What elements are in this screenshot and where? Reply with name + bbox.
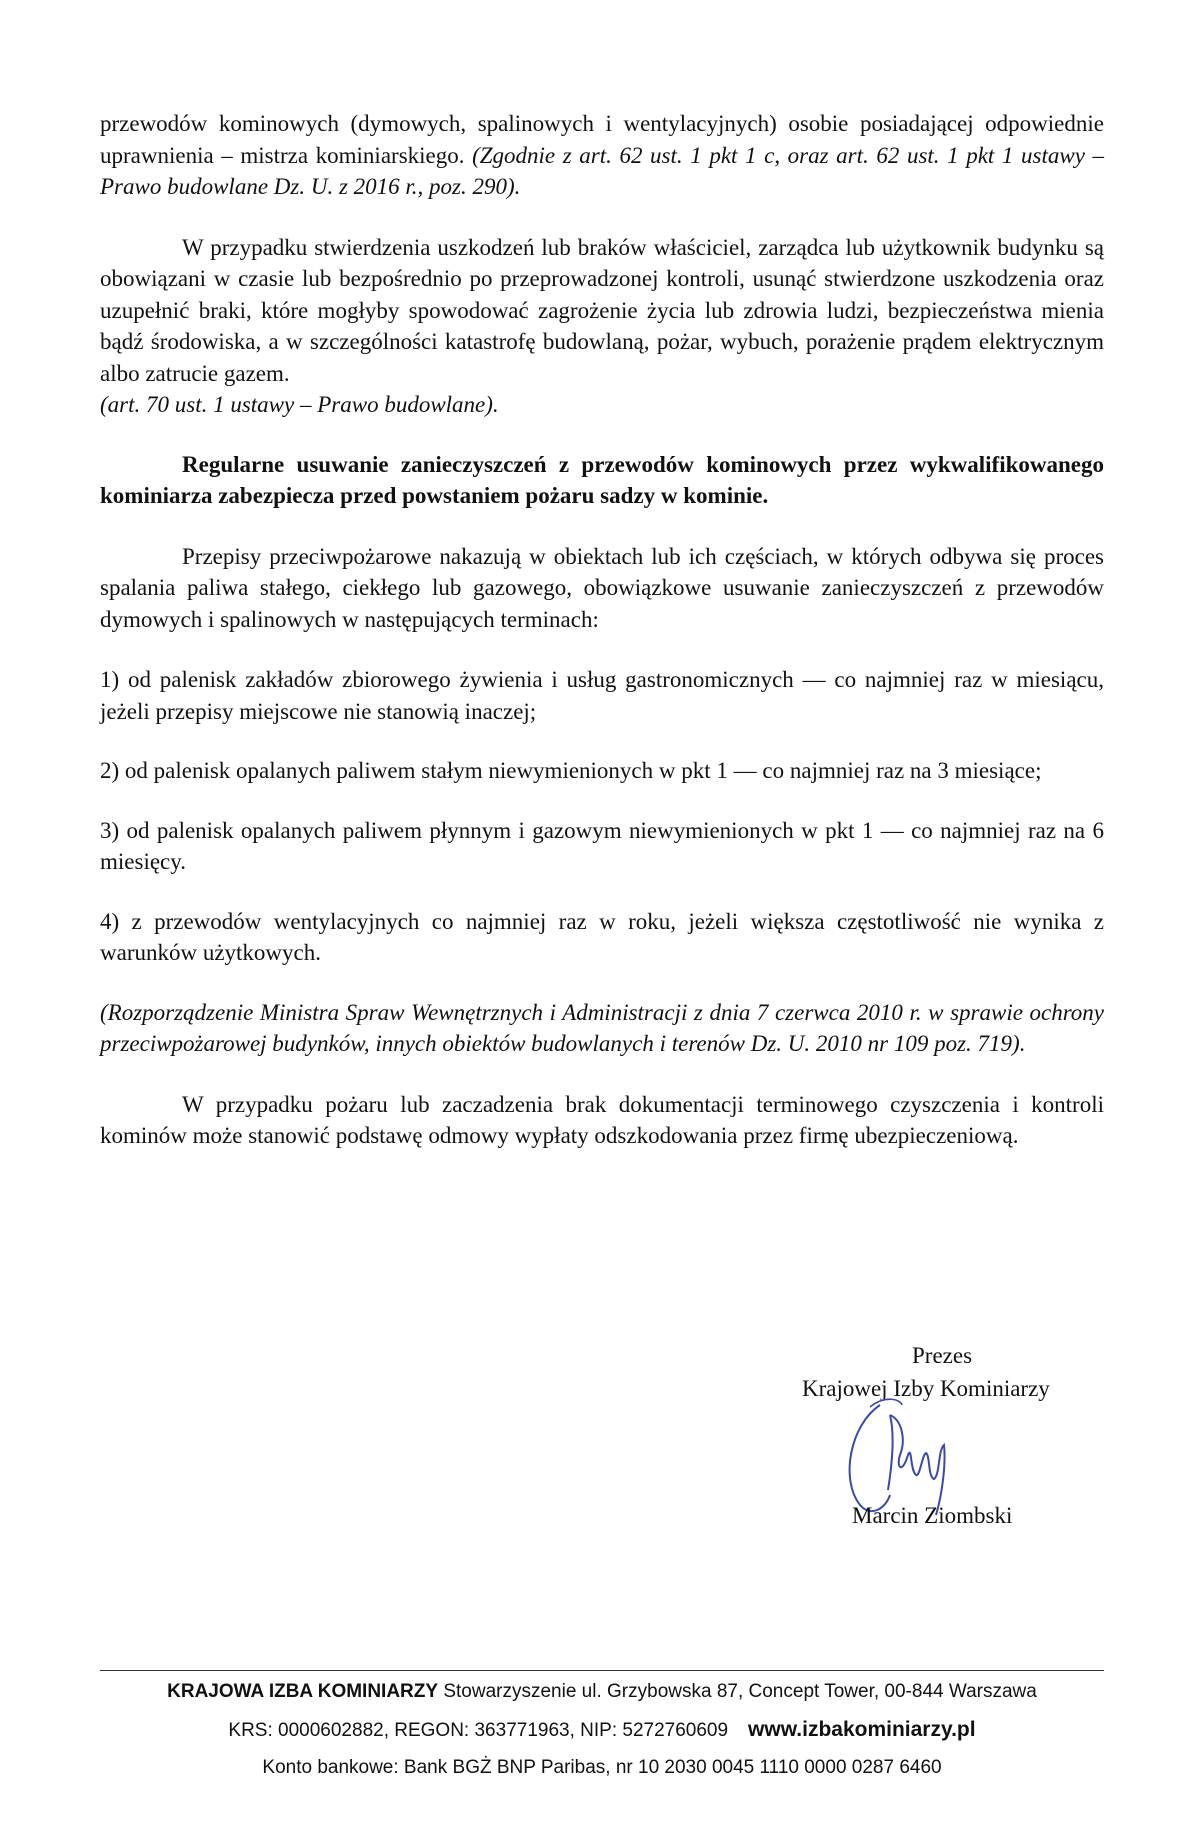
paragraph-1 [100,108,1104,203]
paragraph-4: Przepisy przeciwpożarowe nakazują w obiektach lub ich częściach, w których odbywa się proces spalania paliwa stałego, ciekłego lub gazowego, obowiązkowe usuwanie zanieczyszczeń z przewodów dymowych i spalinowych w następujących terminach: [100,543,1104,632]
footer-ids-line [100,1711,1104,1749]
footer-ids: KRS: 0000602882, REGON: 363771963, NIP: 5272760609 [228,1720,729,1741]
list-item: 2) od palenisk opalanych paliwem stałym niewymienionych w pkt 1 — co najmniej raz na 3 miesiące; [100,758,1042,783]
paragraph-2 [100,232,1104,421]
signature-title: Prezes [912,1343,973,1368]
signature-organization: Krajowej Izby Kominiarzy [802,1376,1050,1401]
paragraph-3-bold: Regularne usuwanie zanieczyszczeń z przewodów kominowych przez wykwalifikowanego kominiarza zabezpiecza przed powstaniem pożaru sadzy w kominie. [100,451,1104,508]
document-body [100,108,1104,1181]
paragraph-2-text: W przypadku stwierdzenia uszkodzeń lub braków właściciel, zarządca lub użytkownik budynku są obowiązani w czasie lub bezpośrednio po przeprowadzonej kontroli, usunąć stwierdzone uszkodzenia oraz uzupełnić braki, które mogłyby spowodować zagrożenie życia lub zdrowia ludzi, bezpieczeństwa mienia bądź środowiska, a w szczególności katastrofę budowlaną, pożar, wybuch, porażenie prądem elektrycznym albo zatrucie gazem. [100,234,1104,386]
paragraph-2-citation: (art. 70 ust. 1 ustawy – Prawo budowlane). [100,392,499,417]
footer-address-line [100,1673,1104,1711]
list-item: 3) od palenisk opalanych paliwem płynnym i gazowym niewymienionych w pkt 1 — co najmniej raz na 6 miesięcy. [100,817,1104,874]
list-item: 1) od palenisk zakładów zbiorowego żywienia i usług gastronomicznych — co najmniej raz w miesiącu, jeżeli przepisy miejscowe nie stanowią inaczej; [100,667,1104,724]
regulation-citation: (Rozporządzenie Ministra Spraw Wewnętrznych i Administracji z dnia 7 czerwca 2010 r. w sprawie ochrony przeciwpożarowej budynków, innych obiektów budowlanych i terenów Dz. U. 2010 nr 109 poz. 719). [100,999,1104,1056]
signature-name: Marcin Ziombski [852,1503,1013,1528]
footer-org-name: KRAJOWA IZBA KOMINIARZY [167,1681,439,1702]
footer-website-link[interactable]: www.izbakominiarzy.pl [748,1718,976,1741]
footer-bank-line: Konto bankowe: Bank BGŻ BNP Paribas, nr 10 2030 0045 1110 0000 0287 6460 [262,1757,942,1778]
footer [100,1670,1104,1787]
paragraph-1-text: przewodów kominowych (dymowych, spalinowych i wentylacyjnych) osobie posiadającej odpowiednie uprawnienia – mistrza kominiarskiego. [100,111,1104,168]
footer-address: Stowarzyszenie ul. Grzybowska 87, Concept Tower, 00-844 Warszawa [438,1681,1037,1702]
paragraph-1-citation: (Zgodnie z art. 62 ust. 1 pkt 1 c, oraz art. 62 ust. 1 pkt 1 ustawy – Prawo budowlane Dz. U. z 2016 r., poz. 290). [100,142,1104,199]
list-item: 4) z przewodów wentylacyjnych co najmniej raz w roku, jeżeli większa częstotliwość nie wynika z warunków użytkowych. [100,908,1104,965]
paragraph-5: W przypadku pożaru lub zaczadzenia brak dokumentacji terminowego czyszczenia i kontroli kominów może stanowić podstawę odmowy wypłaty odszkodowania przez firmę ubezpieczeniową. [100,1091,1104,1148]
